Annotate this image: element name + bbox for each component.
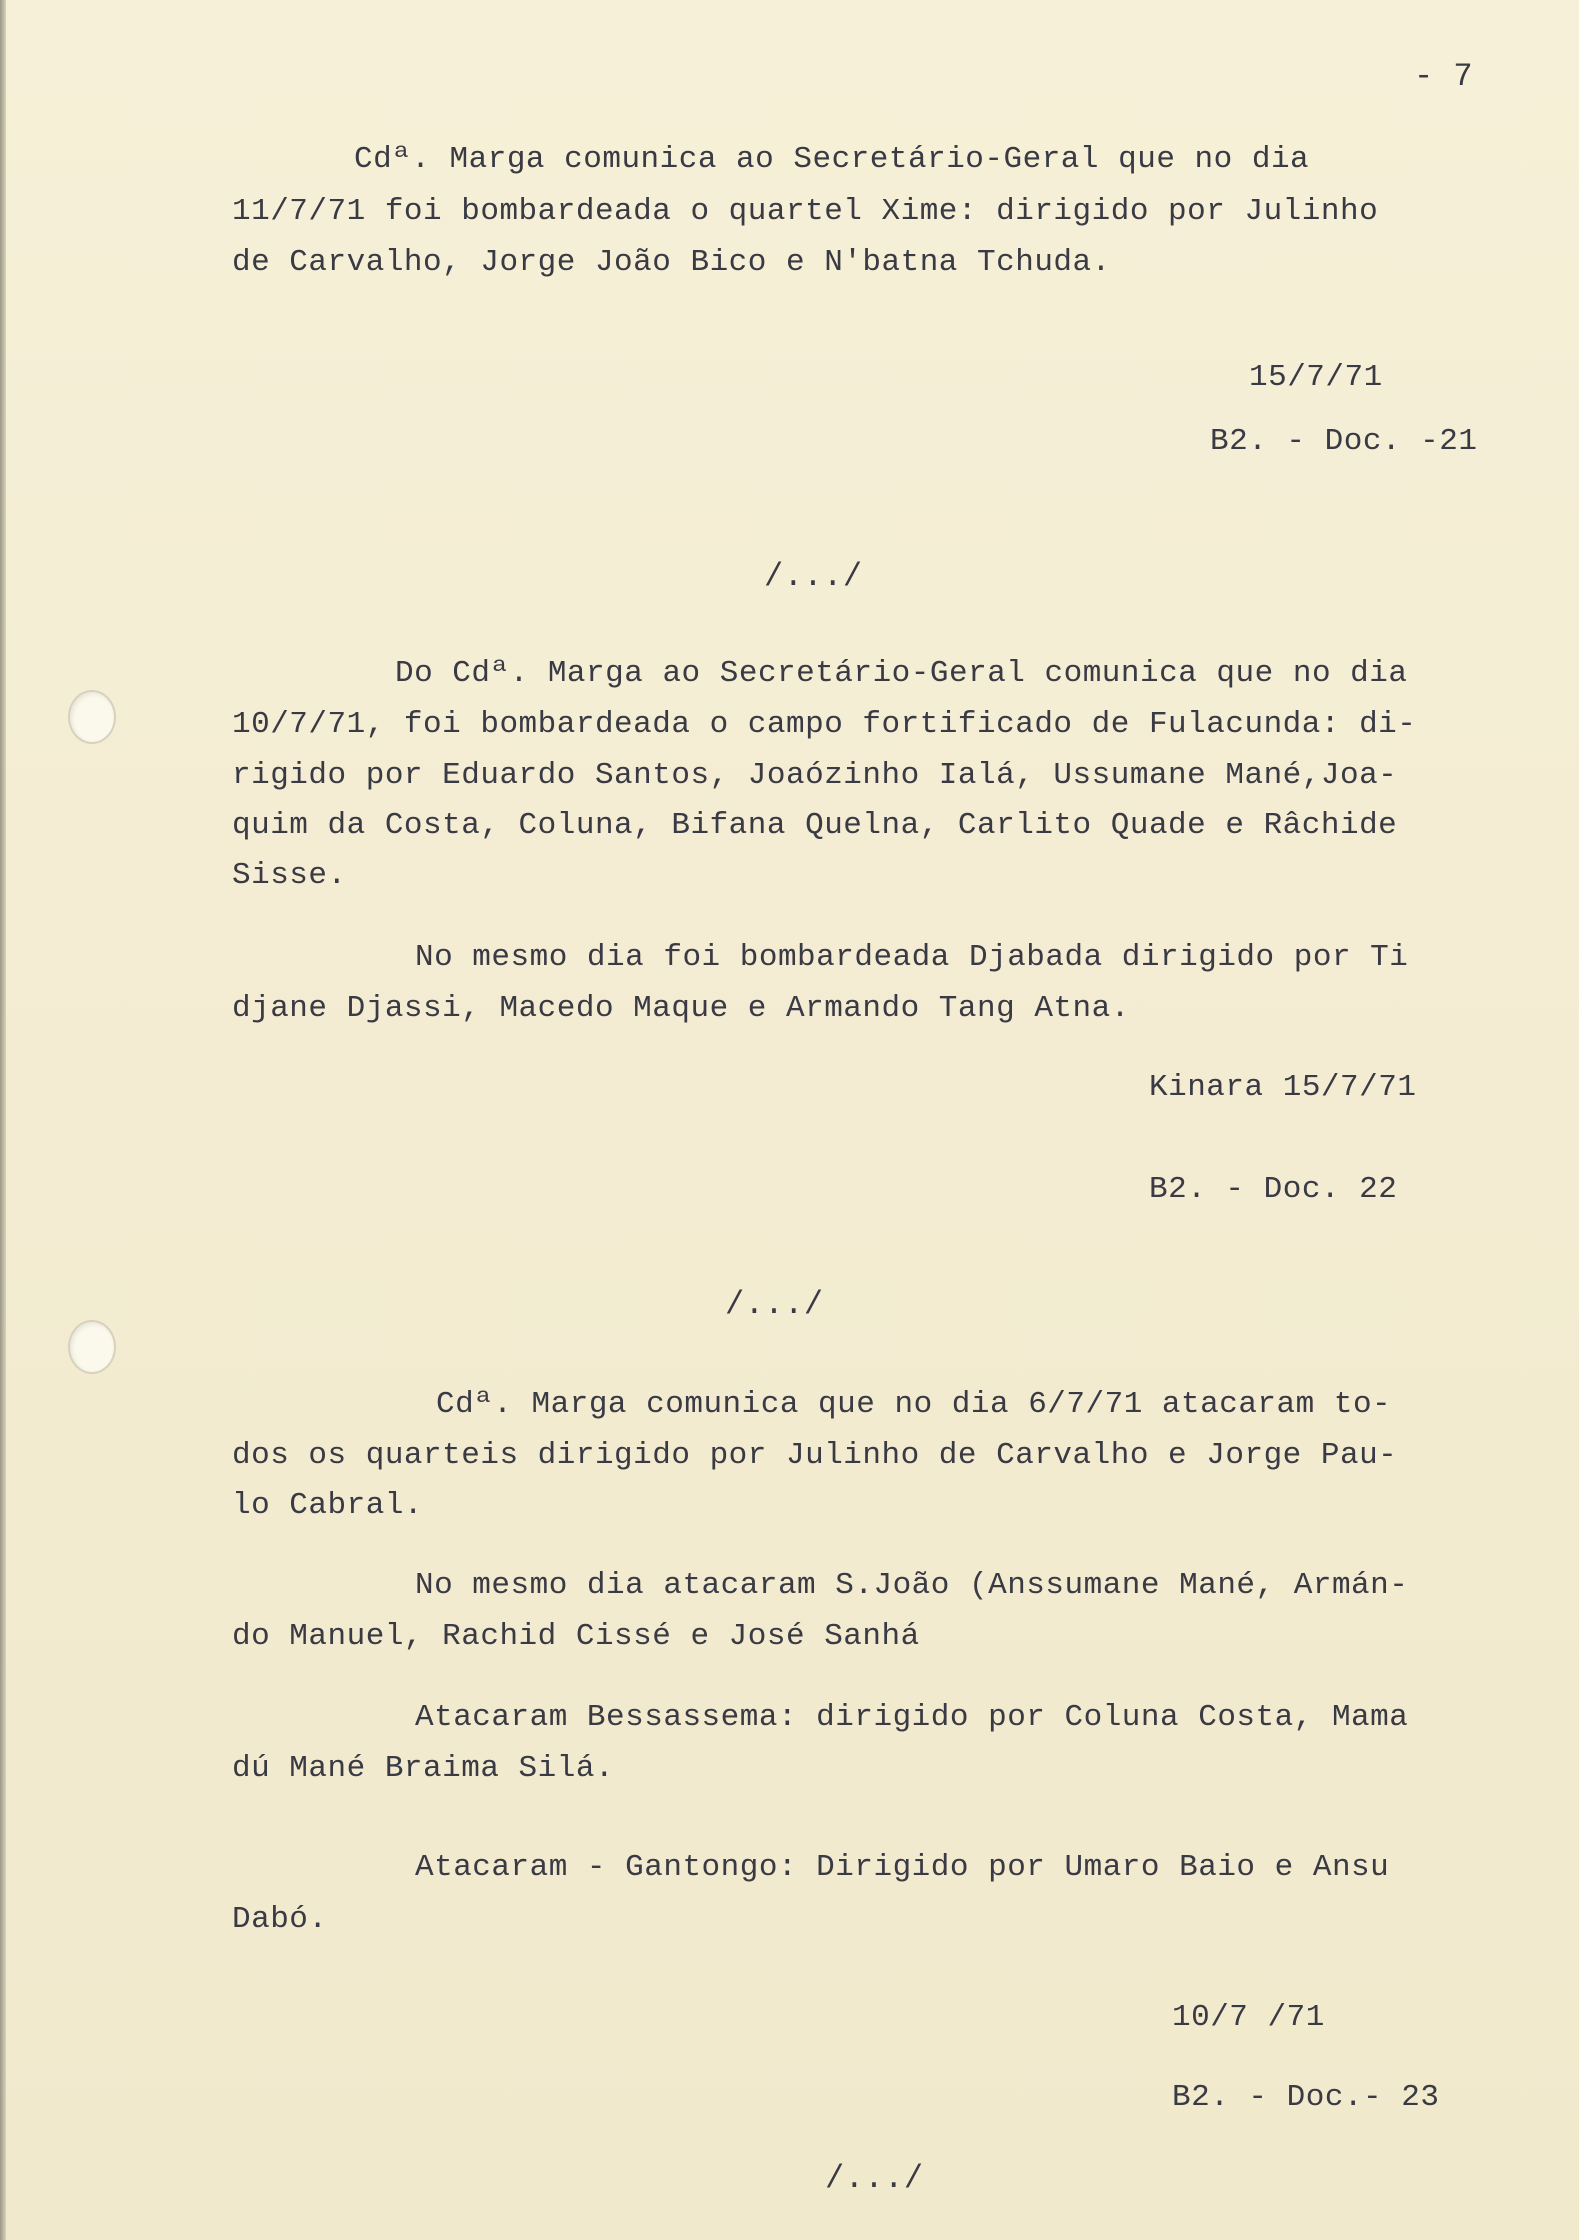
block2-p2-line-2: djane Djassi, Macedo Maque e Armando Tang Atna.	[232, 991, 1130, 1026]
block1-doc-ref: B2. - Doc. -21	[1210, 424, 1478, 459]
block3-p3-line-1: Atacaram Bessassema: dirigido por Coluna Costa, Mama	[415, 1700, 1409, 1735]
separator-3: /.../	[825, 2160, 924, 2197]
separator-2: /.../	[725, 1286, 824, 1323]
block1-line-2: 11/7/71 foi bombardeada o quartel Xime: dirigido por Julinho	[232, 194, 1379, 229]
block2-p1-line-1: Do Cdª. Marga ao Secretário-Geral comunica que no dia	[395, 656, 1408, 691]
block3-p4-line-1: Atacaram - Gantongo: Dirigido por Umaro Baio e Ansu	[415, 1850, 1390, 1885]
block1-line-1: Cdª. Marga comunica ao Secretário-Geral que no dia	[354, 142, 1310, 177]
block2-p1-line-2: 10/7/71, foi bombardeada o campo fortificado de Fulacunda: di-	[232, 707, 1417, 742]
block2-doc-ref: B2. - Doc. 22	[1149, 1172, 1398, 1207]
block3-p1-line-2: dos os quarteis dirigido por Julinho de Carvalho e Jorge Pau-	[232, 1438, 1398, 1473]
block2-p1-line-3: rigido por Eduardo Santos, Joaózinho Ialá, Ussumane Mané,Joa-	[232, 758, 1398, 793]
punch-hole-bottom	[68, 1320, 116, 1374]
block3-p2-line-1: No mesmo dia atacaram S.João (Anssumane Mané, Armán-	[415, 1568, 1409, 1603]
paper-left-edge	[0, 0, 6, 2240]
block3-p2-line-2: do Manuel, Rachid Cissé e José Sanhá	[232, 1619, 920, 1654]
block2-p1-line-5: Sisse.	[232, 858, 347, 893]
punch-hole-top	[68, 690, 116, 744]
block3-p4-line-2: Dabó.	[232, 1902, 328, 1937]
block2-date: Kinara 15/7/71	[1149, 1070, 1417, 1105]
block3-date: 10/7 /71	[1172, 2000, 1325, 2035]
block2-p1-line-4: quim da Costa, Coluna, Bifana Quelna, Carlito Quade e Râchide	[232, 808, 1398, 843]
block3-p3-line-2: dú Mané Braima Silá.	[232, 1751, 615, 1786]
block2-p2-line-1: No mesmo dia foi bombardeada Djabada dirigido por Ti	[415, 940, 1409, 975]
block3-p1-line-3: lo Cabral.	[232, 1488, 424, 1523]
page-number: - 7	[1414, 58, 1474, 95]
block3-doc-ref: B2. - Doc.- 23	[1172, 2080, 1440, 2115]
separator-1: /.../	[764, 558, 863, 595]
block3-p1-line-1: Cdª. Marga comunica que no dia 6/7/71 atacaram to-	[436, 1387, 1392, 1422]
block1-line-3: de Carvalho, Jorge João Bico e N'batna Tchuda.	[232, 245, 1111, 280]
block1-date: 15/7/71	[1249, 360, 1383, 395]
